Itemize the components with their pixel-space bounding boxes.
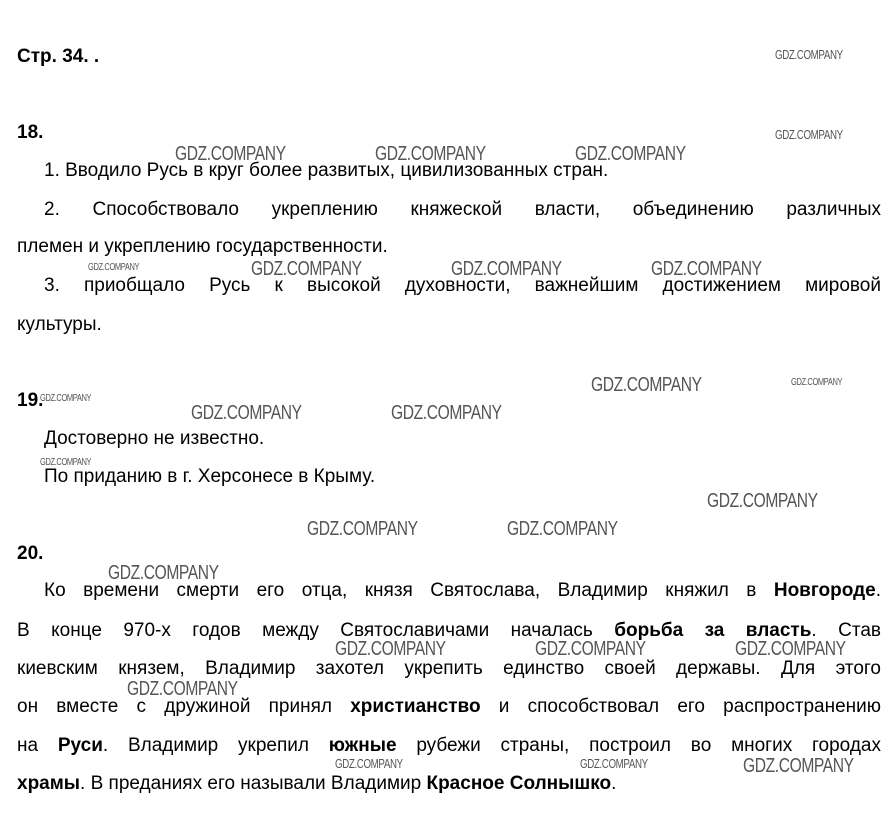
watermark: GDZ.COMPANY bbox=[707, 490, 818, 512]
watermark: GDZ.COMPANY bbox=[391, 402, 502, 424]
bold-christianity: христианство bbox=[350, 696, 481, 717]
section-20-line-2: В конце 970-х годов между Святославичами началась борьба за власть. Став bbox=[17, 620, 881, 641]
bold-rus: Руси bbox=[57, 735, 103, 756]
section-18-item-2: 2. Способствовало укреплению княжеской власти, объединению различных bbox=[44, 199, 881, 220]
watermark: GDZ.COMPANY bbox=[40, 457, 92, 468]
bold-novgorod: Новгороде bbox=[773, 580, 876, 601]
section-18-item-2-cont: племен и укреплению государственности. bbox=[17, 236, 388, 257]
watermark: GDZ.COMPANY bbox=[775, 127, 843, 142]
watermark: GDZ.COMPANY bbox=[335, 756, 403, 771]
section-20-number: 20. bbox=[17, 543, 44, 564]
watermark: GDZ.COMPANY bbox=[191, 402, 302, 424]
bold-southern: южные bbox=[328, 735, 397, 756]
watermark: GDZ.COMPANY bbox=[307, 518, 418, 540]
watermark: GDZ.COMPANY bbox=[775, 47, 843, 62]
bold-red-sun: Красное Солнышко bbox=[426, 773, 612, 794]
section-20-line-6: храмы. В преданиях его называли Владимир Красное Солнышко. bbox=[17, 773, 617, 794]
watermark: GDZ.COMPANY bbox=[127, 678, 238, 700]
section-19-item-1: Достоверно не известно. bbox=[44, 428, 265, 449]
section-20-line-1: Ко времени смерти его отца, князя Святослава, Владимир княжил в Новгороде. bbox=[44, 580, 881, 601]
section-18-item-3-cont: культуры. bbox=[17, 314, 102, 335]
watermark: GDZ.COMPANY bbox=[175, 143, 286, 165]
watermark: GDZ.COMPANY bbox=[251, 258, 362, 280]
watermark: GDZ.COMPANY bbox=[735, 638, 846, 660]
section-19-number: 19. bbox=[17, 390, 44, 411]
watermark: GDZ.COMPANY bbox=[651, 258, 762, 280]
watermark: GDZ.COMPANY bbox=[791, 377, 843, 388]
watermark: GDZ.COMPANY bbox=[451, 258, 562, 280]
watermark: GDZ.COMPANY bbox=[335, 638, 446, 660]
section-19-item-2: По приданию в г. Херсонесе в Крыму. bbox=[44, 466, 376, 487]
watermark: GDZ.COMPANY bbox=[743, 755, 854, 777]
page-label: Стр. 34. . bbox=[17, 46, 100, 67]
watermark: GDZ.COMPANY bbox=[88, 262, 140, 273]
watermark: GDZ.COMPANY bbox=[575, 143, 686, 165]
bold-struggle: борьба за власть bbox=[614, 620, 812, 641]
watermark: GDZ.COMPANY bbox=[507, 518, 618, 540]
watermark: GDZ.COMPANY bbox=[535, 638, 646, 660]
watermark: GDZ.COMPANY bbox=[108, 562, 219, 584]
section-20-line-5: на Руси. Владимир укрепил южные рубежи страны, построил во многих городах bbox=[17, 735, 881, 756]
section-18-number: 18. bbox=[17, 122, 44, 143]
section-18-item-1: 1. Вводило Русь в круг более развитых, цивилизованных стран. bbox=[44, 160, 609, 181]
watermark: GDZ.COMPANY bbox=[40, 393, 92, 404]
bold-temples: храмы bbox=[17, 773, 81, 794]
watermark: GDZ.COMPANY bbox=[580, 756, 648, 771]
watermark: GDZ.COMPANY bbox=[591, 374, 702, 396]
section-18-item-3: 3. приобщало Русь к высокой духовности, важнейшим достижением мировой bbox=[44, 275, 881, 296]
watermark: GDZ.COMPANY bbox=[375, 143, 486, 165]
section-20-line-4: он вместе с дружиной принял христианство и способствовал его распространению bbox=[17, 696, 881, 717]
section-20-line-3: киевским князем, Владимир захотел укрепить единство своей державы. Для этого bbox=[17, 658, 881, 679]
